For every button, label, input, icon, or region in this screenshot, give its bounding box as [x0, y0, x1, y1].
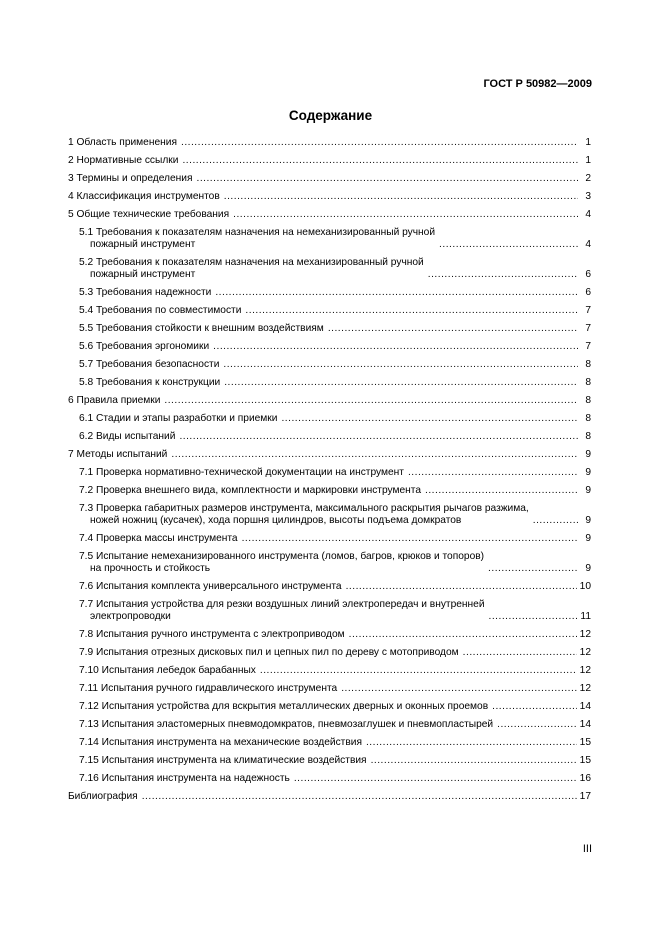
toc-entry[interactable]	[68, 773, 591, 785]
toc-entry-title-continued: на прочность и стойкость	[90, 563, 211, 574]
toc-entry-title: 5.6 Требования эргономики	[79, 341, 210, 352]
page-number: III	[582, 843, 592, 855]
toc-entry-text	[79, 581, 580, 593]
toc-entry-title: 5.8 Требования к конструкции	[79, 377, 221, 388]
toc-leader-dots	[533, 515, 578, 527]
toc-entry-title: 6.2 Виды испытаний	[79, 431, 176, 442]
toc-leader-dots	[181, 137, 578, 149]
toc-entry[interactable]	[68, 137, 591, 149]
toc-entry-title: 7.9 Испытания отрезных дисковых пил и цепных пил по дереву с мотоприводом	[79, 647, 459, 658]
toc-entry-text	[79, 413, 581, 425]
toc-entry-title: 7.13 Испытания эластомерных пневмодомкратов, пневмозаглушек и пневмопластырей	[79, 719, 494, 730]
toc-entry-title-continued: ножей ножниц (кусачек), хода поршня цилиндров, высоты подъема домкратов	[90, 515, 462, 526]
toc-leader-dots	[142, 791, 577, 803]
toc-entry-text	[79, 305, 581, 317]
toc-leader-dots	[346, 581, 577, 593]
toc-entry[interactable]	[68, 551, 591, 575]
toc-entry[interactable]	[68, 449, 591, 461]
toc-entry-title: 5.1 Требования к показателям назначения на немеханизированный ручной	[79, 227, 436, 238]
toc-entry-page: 9	[585, 533, 591, 544]
toc-entry-page: 14	[579, 701, 591, 712]
toc-entry[interactable]	[68, 209, 591, 221]
toc-entry-text	[68, 449, 581, 461]
toc-entry-title: 5 Общие технические требования	[68, 209, 230, 220]
toc-entry-title: 7.8 Испытания ручного инструмента с электроприводом	[79, 629, 345, 640]
toc-entry-text	[68, 791, 580, 803]
toc-entry-text	[79, 431, 581, 443]
toc-entry-page: 9	[585, 467, 591, 478]
toc-leader-dots	[215, 287, 578, 299]
toc-leader-dots	[294, 773, 577, 785]
toc-entry-title: 7.12 Испытания устройства для вскрытия металлических дверных и оконных проемов	[79, 701, 489, 712]
toc-entry-title: 5.5 Требования стойкости к внешним воздействиям	[79, 323, 324, 334]
toc-entry-text	[68, 173, 581, 185]
toc-entry-text	[79, 485, 581, 497]
toc-leader-dots	[260, 665, 577, 677]
toc-entry-page: 15	[579, 737, 591, 748]
toc-leader-dots	[497, 719, 577, 731]
toc-entry[interactable]	[68, 719, 591, 731]
toc-entry[interactable]	[68, 227, 591, 251]
toc-entry-title-continued: пожарный инструмент	[90, 269, 196, 280]
toc-entry-text	[68, 395, 581, 407]
toc-entry[interactable]	[68, 173, 591, 185]
toc-entry-text	[79, 227, 581, 251]
toc-entry-page: 4	[585, 239, 591, 250]
toc-entry-page: 7	[585, 305, 591, 316]
toc-entry-title: 5.2 Требования к показателям назначения на механизированный ручной	[79, 257, 424, 268]
toc-entry-title: 7.3 Проверка габаритных размеров инструмента, максимального раскрытия рычагов разжима,	[79, 503, 529, 514]
table-of-contents	[68, 137, 591, 809]
toc-entry[interactable]	[68, 791, 591, 803]
toc-leader-dots	[371, 755, 577, 767]
toc-entry[interactable]	[68, 647, 591, 659]
toc-leader-dots	[179, 431, 578, 443]
toc-entry[interactable]	[68, 305, 591, 317]
toc-entry[interactable]	[68, 155, 591, 167]
toc-entry-title: 7.7 Испытания устройства для резки воздушных линий электропередач и внутренней	[79, 599, 485, 610]
toc-leader-dots	[341, 683, 576, 695]
toc-leader-dots	[366, 737, 577, 749]
toc-entry-text	[79, 503, 581, 527]
toc-entry-title: 1 Область применения	[68, 137, 177, 148]
toc-entry-page: 4	[585, 209, 591, 220]
toc-entry-text	[79, 599, 580, 623]
toc-entry-page: 15	[579, 755, 591, 766]
toc-entry-page: 8	[585, 395, 591, 406]
toc-entry[interactable]	[68, 341, 591, 353]
toc-entry[interactable]	[68, 485, 591, 497]
toc-leader-dots	[425, 485, 578, 497]
toc-leader-dots	[463, 647, 577, 659]
toc-entry-page: 11	[580, 611, 591, 622]
toc-entry[interactable]	[68, 533, 591, 545]
toc-entry-title: 7.15 Испытания инструмента на климатические воздействия	[79, 755, 367, 766]
toc-leader-dots	[224, 377, 578, 389]
toc-entry-title: 5.4 Требования по совместимости	[79, 305, 242, 316]
toc-entry-title: 7.5 Испытание немеханизированного инструмента (ломов, багров, крюков и топоров)	[79, 551, 485, 562]
toc-entry-text	[68, 191, 581, 203]
toc-entry[interactable]	[68, 359, 591, 371]
toc-entry[interactable]	[68, 503, 591, 527]
toc-entry[interactable]	[68, 413, 591, 425]
toc-entry-page: 12	[579, 647, 591, 658]
toc-entry-text	[79, 647, 580, 659]
toc-entry-text	[79, 719, 580, 731]
toc-entry-page: 6	[585, 269, 591, 280]
toc-leader-dots	[488, 563, 578, 575]
toc-entry-page: 12	[579, 683, 591, 694]
toc-entry-page: 8	[585, 431, 591, 442]
toc-leader-dots	[408, 467, 578, 479]
toc-entry-title: 3 Термины и определения	[68, 173, 193, 184]
toc-entry-title: 7.10 Испытания лебедок барабанных	[79, 665, 256, 676]
toc-leader-dots	[164, 395, 578, 407]
toc-entry-page: 2	[585, 173, 591, 184]
toc-entry-title: Библиография	[68, 791, 138, 802]
toc-entry-text	[79, 287, 581, 299]
toc-entry-title: 2 Нормативные ссылки	[68, 155, 179, 166]
toc-entry-text	[79, 359, 581, 371]
toc-entry-page: 7	[585, 341, 591, 352]
toc-entry-text	[79, 701, 580, 713]
toc-entry-text	[79, 773, 580, 785]
toc-entry-page: 17	[579, 791, 591, 802]
toc-entry-text	[79, 665, 580, 677]
toc-leader-dots	[489, 611, 578, 623]
toc-leader-dots	[213, 341, 578, 353]
toc-entry[interactable]	[68, 629, 591, 641]
toc-leader-dots	[281, 413, 578, 425]
toc-entry-page: 8	[585, 359, 591, 370]
toc-leader-dots	[171, 449, 578, 461]
toc-entry-page: 12	[579, 665, 591, 676]
toc-entry-text	[79, 551, 581, 575]
toc-entry-title: 7.16 Испытания инструмента на надежность	[79, 773, 290, 784]
toc-entry[interactable]	[68, 599, 591, 623]
toc-entry[interactable]	[68, 467, 591, 479]
toc-leader-dots	[492, 701, 577, 713]
toc-entry[interactable]	[68, 665, 591, 677]
toc-leader-dots	[233, 209, 578, 221]
toc-entry[interactable]	[68, 395, 591, 407]
toc-leader-dots	[428, 269, 578, 281]
toc-entry-text	[68, 137, 581, 149]
toc-entry-title-continued: пожарный инструмент	[90, 239, 196, 250]
toc-entry-title: 7.2 Проверка внешнего вида, комплектности и маркировки инструмента	[79, 485, 422, 496]
toc-entry-title: 5.7 Требования безопасности	[79, 359, 220, 370]
toc-leader-dots	[223, 359, 578, 371]
toc-entry-title: 5.3 Требования надежности	[79, 287, 212, 298]
document-code: ГОСТ Р 50982—2009	[483, 78, 592, 90]
toc-entry-page: 9	[585, 449, 591, 460]
toc-entry-title: 6 Правила приемки	[68, 395, 161, 406]
toc-entry[interactable]	[68, 191, 591, 203]
toc-entry-text	[79, 629, 580, 641]
toc-entry-title-continued: электропроводки	[90, 611, 171, 622]
toc-entry-page: 14	[579, 719, 591, 730]
toc-leader-dots	[328, 323, 578, 335]
toc-entry-title: 7.14 Испытания инструмента на механические воздействия	[79, 737, 362, 748]
toc-entry-title: 7.11 Испытания ручного гидравлического инструмента	[79, 683, 338, 694]
toc-entry-page: 8	[585, 377, 591, 388]
toc-entry[interactable]	[68, 737, 591, 749]
toc-entry-page: 1	[585, 155, 591, 166]
toc-entry-text	[79, 323, 581, 335]
toc-entry-page: 1	[585, 137, 591, 148]
toc-title: Содержание	[288, 108, 373, 123]
toc-entry-text	[79, 257, 581, 281]
toc-entry-page: 7	[585, 323, 591, 334]
toc-entry-text	[79, 377, 581, 389]
toc-leader-dots	[196, 173, 578, 185]
toc-entry[interactable]	[68, 323, 591, 335]
toc-entry[interactable]	[68, 683, 591, 695]
toc-entry-title: 7.6 Испытания комплекта универсального инструмента	[79, 581, 342, 592]
toc-entry[interactable]	[68, 581, 591, 593]
toc-entry[interactable]	[68, 701, 591, 713]
toc-leader-dots	[242, 533, 578, 545]
toc-entry-page: 10	[579, 581, 591, 592]
toc-leader-dots	[245, 305, 578, 317]
toc-entry-page: 16	[579, 773, 591, 784]
toc-entry-page: 12	[579, 629, 591, 640]
toc-entry[interactable]	[68, 755, 591, 767]
toc-entry-page: 9	[585, 485, 591, 496]
toc-entry-page: 9	[585, 515, 591, 526]
toc-entry-text	[79, 755, 580, 767]
toc-entry-page: 6	[585, 287, 591, 298]
toc-entry[interactable]	[68, 377, 591, 389]
toc-entry-text	[68, 155, 581, 167]
toc-entry-text	[79, 341, 581, 353]
toc-entry-text	[79, 467, 581, 479]
toc-entry-title: 7.4 Проверка массы инструмента	[79, 533, 238, 544]
toc-leader-dots	[349, 629, 577, 641]
toc-entry-text	[68, 209, 581, 221]
toc-entry[interactable]	[68, 257, 591, 281]
toc-leader-dots	[182, 155, 578, 167]
toc-entry-title: 7 Методы испытаний	[68, 449, 168, 460]
toc-entry-text	[79, 683, 580, 695]
toc-leader-dots	[224, 191, 578, 203]
toc-entry-page: 3	[585, 191, 591, 202]
toc-entry-page: 8	[585, 413, 591, 424]
toc-entry[interactable]	[68, 431, 591, 443]
toc-entry-title: 4 Классификация инструментов	[68, 191, 220, 202]
toc-leader-dots	[439, 239, 578, 251]
toc-entry-page: 9	[585, 563, 591, 574]
toc-entry[interactable]	[68, 287, 591, 299]
toc-entry-text	[79, 737, 580, 749]
toc-entry-title: 6.1 Стадии и этапы разработки и приемки	[79, 413, 278, 424]
toc-entry-text	[79, 533, 581, 545]
toc-entry-title: 7.1 Проверка нормативно-технической документации на инструмент	[79, 467, 404, 478]
